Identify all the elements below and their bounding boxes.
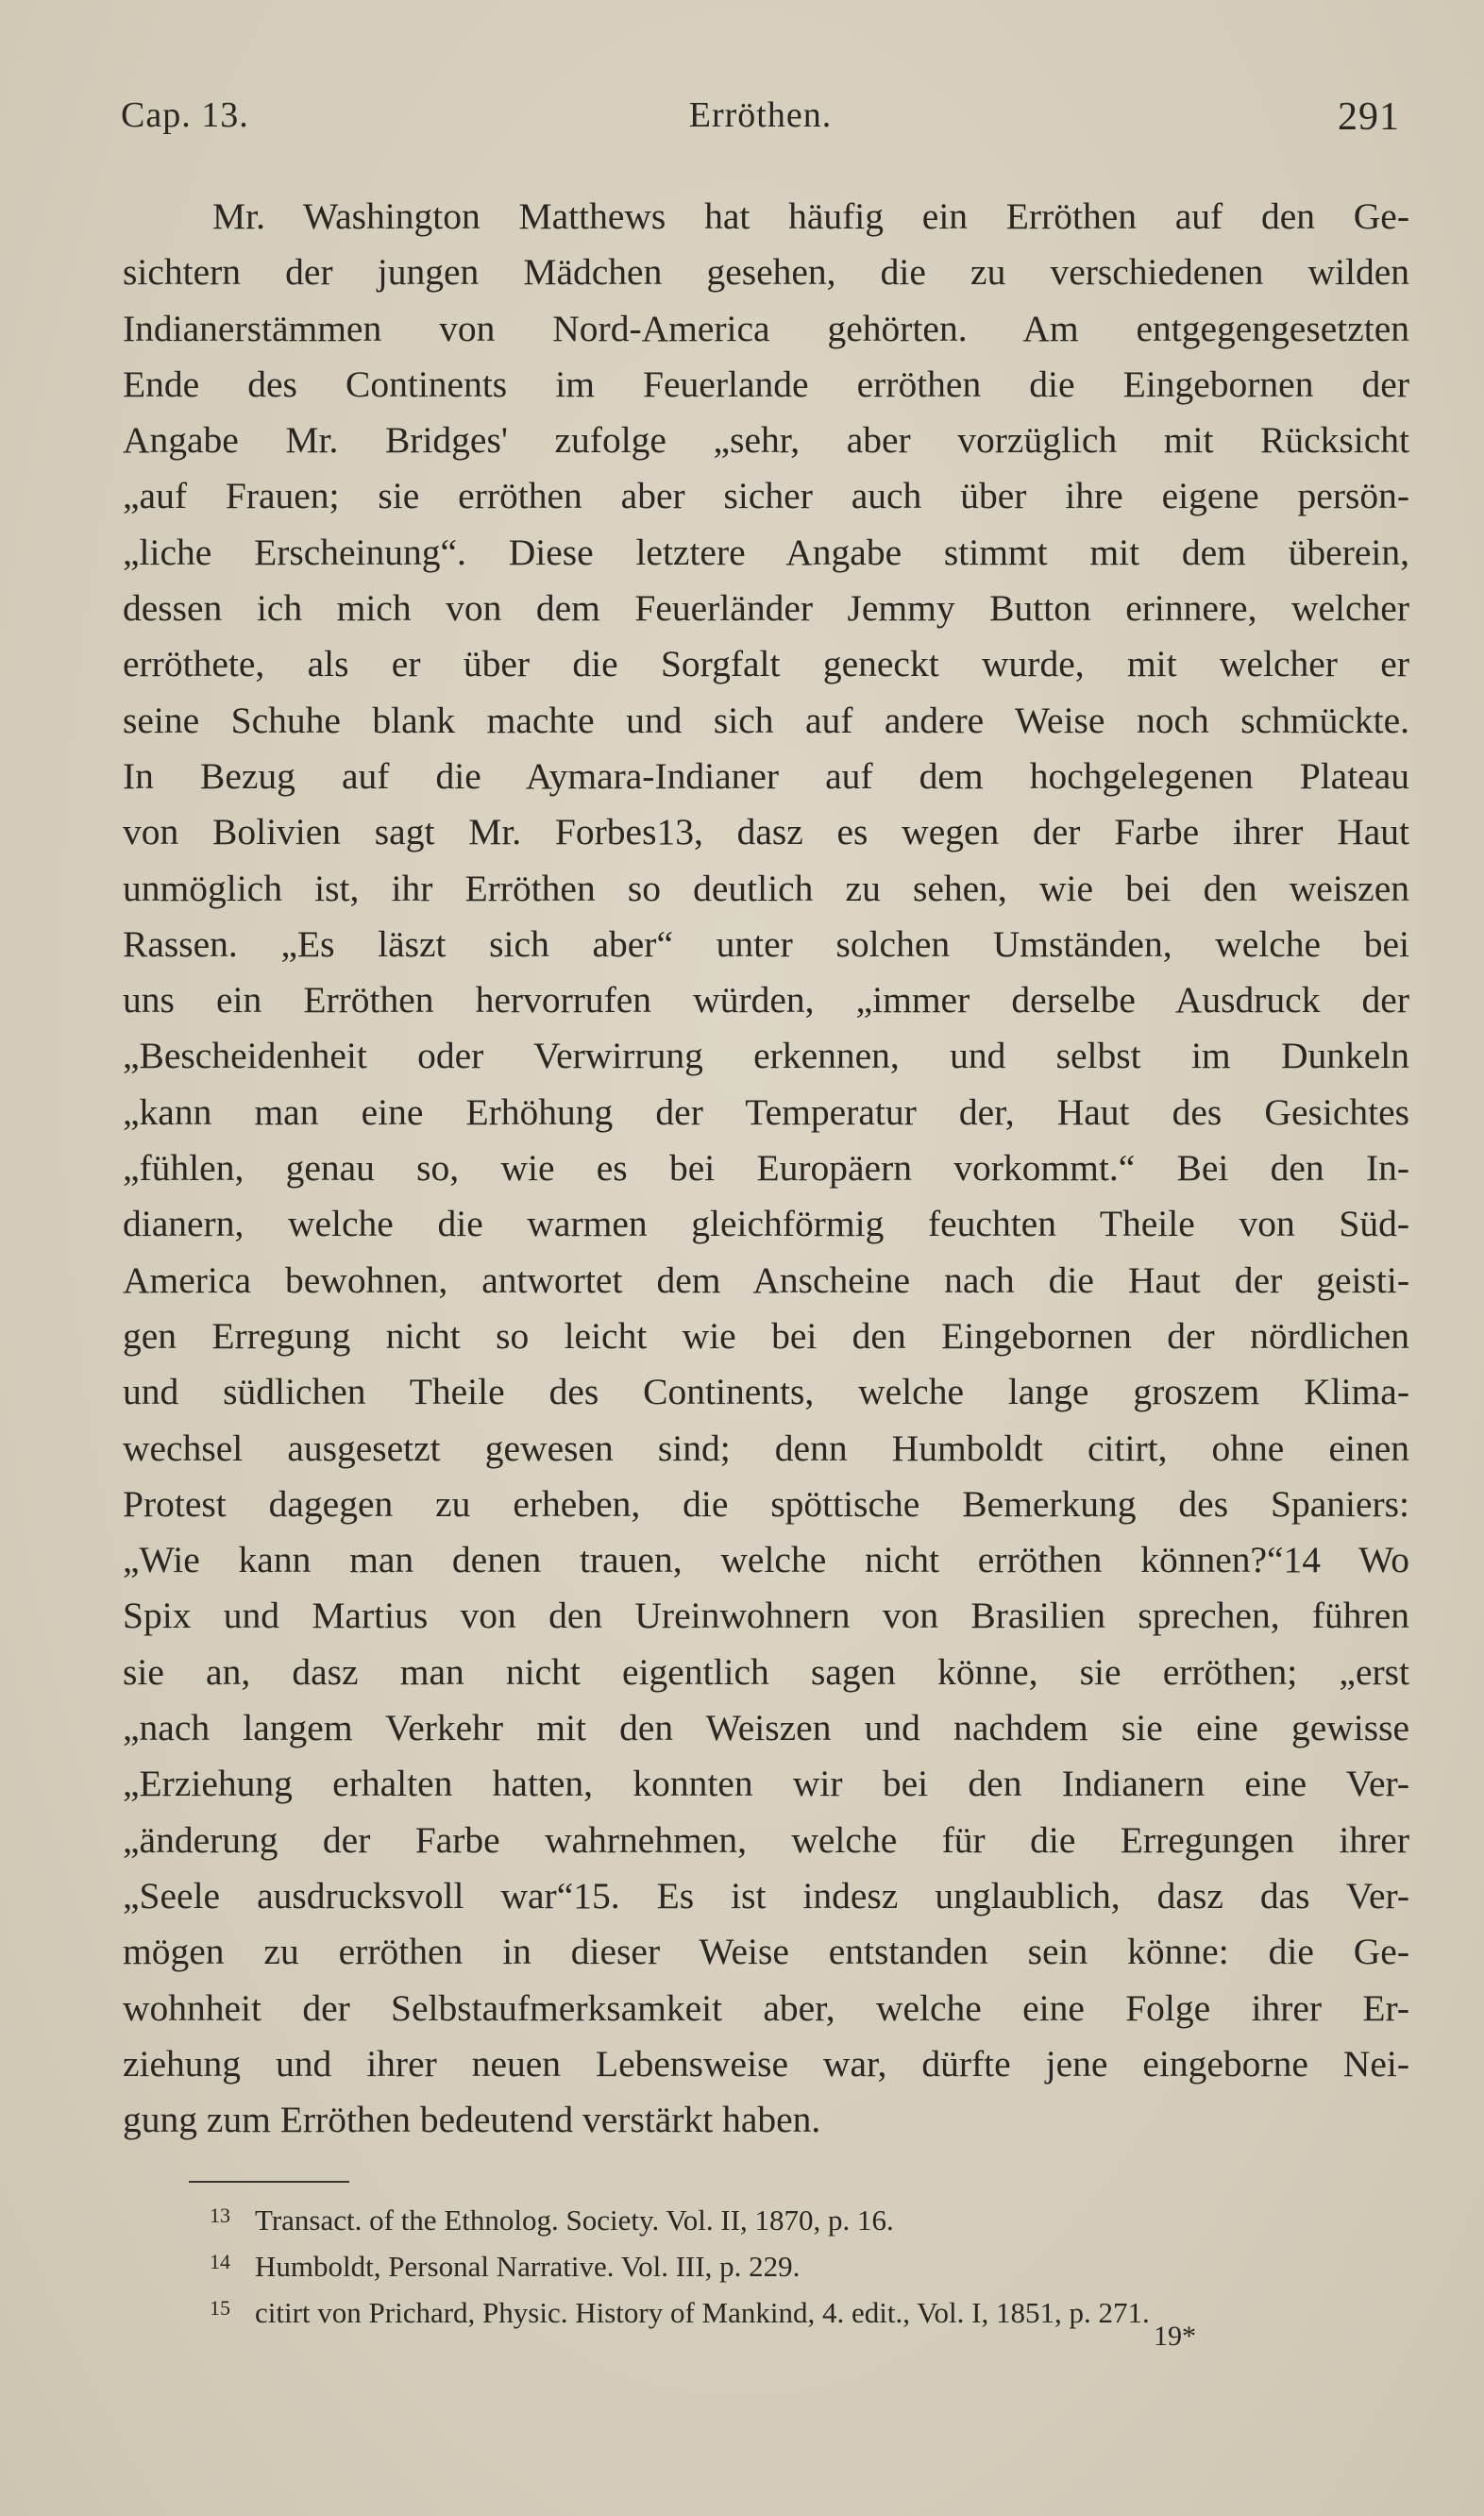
footnote bbox=[210, 2195, 1418, 2241]
footnote-number: 15 bbox=[210, 2296, 230, 2320]
text-line: „kann man eine Erhöhung der Temperatur der, Haut des Gesichtes bbox=[123, 1090, 1409, 1133]
body-text bbox=[123, 189, 1409, 2148]
text-line: Spix und Martius von den Ureinwohnern von Brasilien sprechen, führen bbox=[123, 1595, 1409, 1637]
text-line: „Seele ausdrucksvoll war“15. Es ist indesz unglaublich, dasz das Ver- bbox=[123, 1874, 1409, 1917]
text-line: ziehung und ihrer neuen Lebensweise war, dürfte jene eingeborne Nei- bbox=[123, 2042, 1409, 2085]
footnote-text: citirt von Prichard, Physic. History of Mankind, 4. edit., Vol. I, 1851, p. 271. bbox=[255, 2296, 1150, 2329]
text-line: Ende des Continents im Feuerlande erröthen die Eingebornen der bbox=[123, 363, 1409, 405]
text-line: gen Erregung nicht so leicht wie bei den Eingebornen der nördlichen bbox=[123, 1314, 1409, 1357]
text-line: „Bescheidenheit oder Verwirrung erkennen, und selbst im Dunkeln bbox=[123, 1035, 1409, 1077]
text-line: „fühlen, genau so, wie es bei Europäern vorkommt.“ Bei den In- bbox=[123, 1147, 1409, 1190]
text-line: Protest dagegen zu erheben, die spöttische Bemerkung des Spaniers: bbox=[123, 1482, 1409, 1525]
text-line: gung zum Erröthen bedeutend verstärkt haben. bbox=[123, 2099, 821, 2141]
text-line: Rassen. „Es läszt sich aber“ unter solchen Umständen, welche bei bbox=[123, 922, 1409, 965]
text-line: America bewohnen, antwortet dem Anscheine nach die Haut der geisti- bbox=[123, 1258, 1409, 1301]
text-line: erröthete, als er über die Sorgfalt geneckt wurde, mit welcher er bbox=[123, 643, 1409, 685]
footnote bbox=[210, 2241, 1418, 2288]
text-line: „nach langem Verkehr mit den Weiszen und nachdem sie eine gewisse bbox=[123, 1707, 1409, 1749]
text-line: Mr. Washington Matthews hat häufig ein Erröthen auf den Ge- bbox=[212, 195, 1409, 237]
text-line: unmöglich ist, ihr Erröthen so deutlich zu sehen, wie bei den weiszen bbox=[123, 867, 1409, 909]
text-line: „Wie kann man denen trauen, welche nicht erröthen können?“14 Wo bbox=[123, 1539, 1409, 1581]
text-line: „liche Erscheinung“. Diese letztere Angabe stimmt mit dem überein, bbox=[123, 531, 1409, 573]
text-line: „änderung der Farbe wahrnehmen, welche für die Erregungen ihrer bbox=[123, 1818, 1409, 1861]
text-line: mögen zu erröthen in dieser Weise entstanden sein könne: die Ge- bbox=[123, 1931, 1409, 1973]
footnote-rule bbox=[189, 2181, 349, 2183]
text-line: dianern, welche die warmen gleichförmig feuchten Theile von Süd- bbox=[123, 1203, 1409, 1245]
text-line: „Erziehung erhalten hatten, konnten wir bei den Indianern eine Ver- bbox=[123, 1763, 1409, 1805]
footnote-number: 13 bbox=[210, 2204, 230, 2227]
text-line: „auf Frauen; sie erröthen aber sicher auch über ihre eigene persön- bbox=[123, 475, 1409, 517]
footnote-text: Humboldt, Personal Narrative. Vol. III, p. 229. bbox=[255, 2250, 801, 2283]
text-line: wechsel ausgesetzt gewesen sind; denn Humboldt citirt, ohne einen bbox=[123, 1427, 1409, 1469]
footnote-number: 14 bbox=[210, 2250, 230, 2273]
text-line: sichtern der jungen Mädchen gesehen, die zu verschiedenen wilden bbox=[123, 251, 1409, 294]
text-line: sie an, dasz man nicht eigentlich sagen könne, sie erröthen; „erst bbox=[123, 1650, 1409, 1693]
text-line: seine Schuhe blank machte und sich auf andere Weise noch schmückte. bbox=[123, 699, 1409, 741]
text-line: wohnheit der Selbstaufmerksamkeit aber, welche eine Folge ihrer Er- bbox=[123, 1986, 1409, 2029]
footnote bbox=[210, 2288, 1418, 2334]
text-line: uns ein Erröthen hervorrufen würden, „immer derselbe Ausdruck der bbox=[123, 979, 1409, 1022]
text-line: und südlichen Theile des Continents, welche lange groszem Klima- bbox=[123, 1371, 1409, 1413]
chapter-label: Cap. 13. bbox=[121, 95, 249, 135]
footnote-text: Transact. of the Ethnolog. Society. Vol. II, 1870, p. 16. bbox=[255, 2204, 894, 2237]
text-line: Angabe Mr. Bridges' zufolge „sehr, aber vorzüglich mit Rücksicht bbox=[123, 419, 1409, 462]
running-title: Erröthen. bbox=[688, 95, 833, 135]
text-line: Indianerstämmen von Nord-America gehörten. Am entgegengesetzten bbox=[123, 307, 1409, 349]
footnotes bbox=[210, 2195, 1418, 2334]
text-line: dessen ich mich von dem Feuerländer Jemmy Button erinnere, welcher bbox=[123, 587, 1409, 630]
text-line: In Bezug auf die Aymara-Indianer auf dem hochgelegenen Plateau bbox=[123, 754, 1409, 797]
running-head bbox=[121, 94, 1400, 151]
text-line: von Bolivien sagt Mr. Forbes13, dasz es wegen der Farbe ihrer Haut bbox=[123, 811, 1409, 853]
page-number: 291 bbox=[1338, 95, 1400, 139]
printer-signature: 19* bbox=[1154, 2321, 1196, 2352]
